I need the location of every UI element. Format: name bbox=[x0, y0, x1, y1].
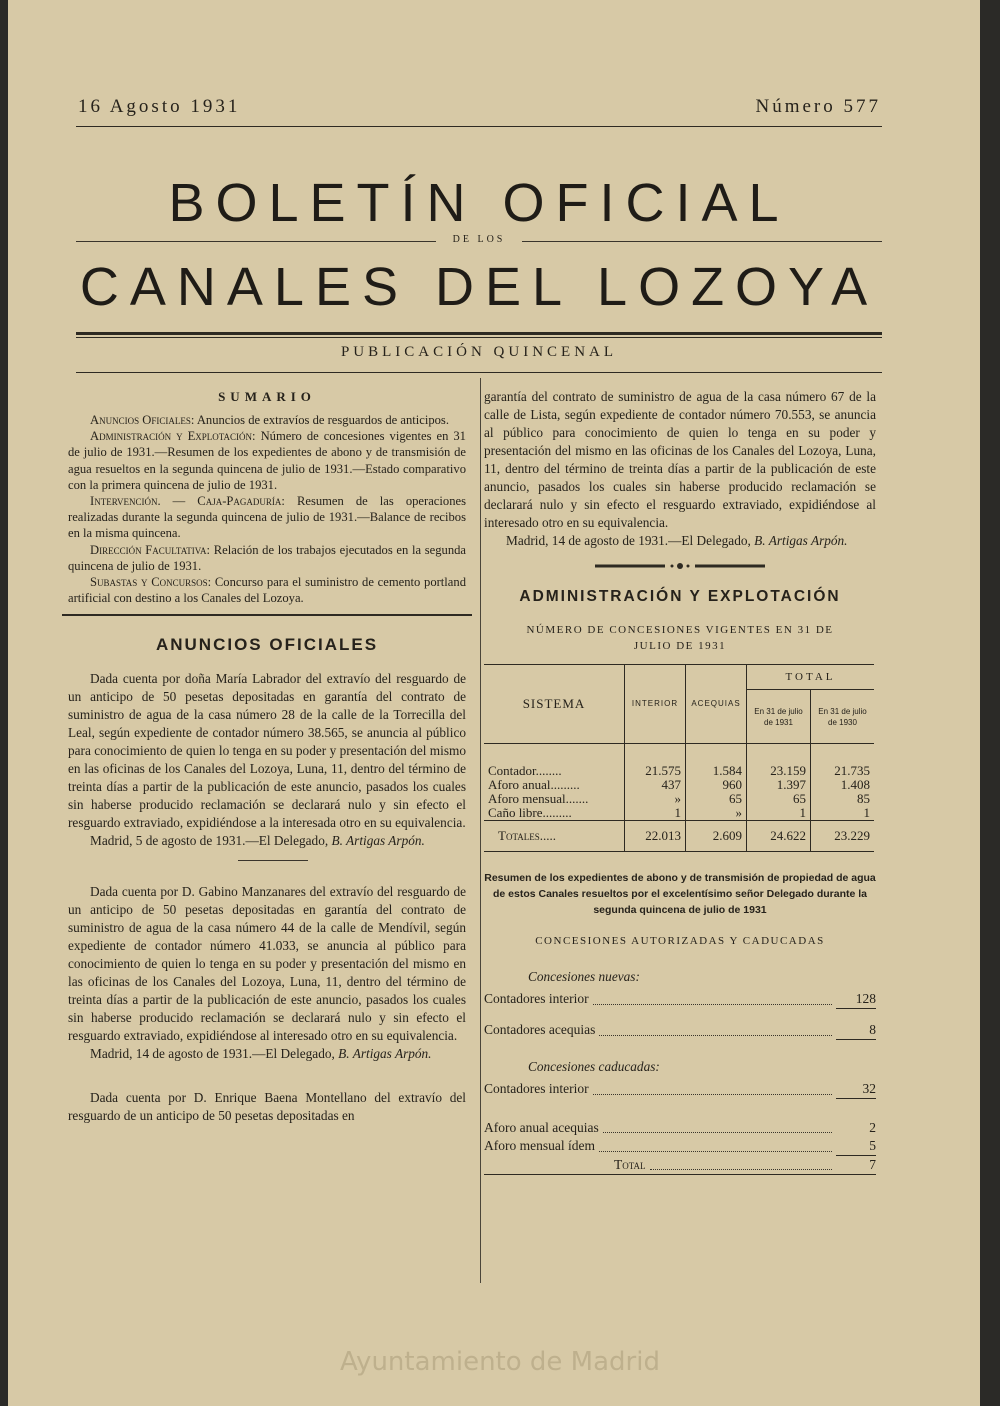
table-row: Contador........ 21.575 1.584 23.159 21.735 bbox=[484, 764, 874, 778]
sumario-rule bbox=[62, 614, 472, 616]
table-row: Aforo mensual....... » 65 65 85 bbox=[484, 792, 874, 806]
sumario-item: Administración y Explotación: Número de concesiones vigentes en 31 de julio de 1931.—Resumen de los expedientes de abono y de transmisión de agua resueltos en la segunda quincena de julio de 1931.—Estado comparativo con la primera quincena de julio de 1931. bbox=[68, 429, 466, 492]
concesion-row: Contadores interior 32 bbox=[484, 1080, 876, 1099]
anuncio-paragraph-cont: garantía del contrato de suministro de agua de la casa número 67 de la calle de Lista, según expediente de contador número 70.553, se anuncia al público para conocimiento de quien lo tenga en su poder y presentación del mismo en las oficinas de los Canales del Lozoya, Luna, 11, dentro del término de treinta días a partir de la publicación de este anuncio, pasados los cuales sin haberse producido reclamación se declarará nulo y sin efecto el resguardo extraviado, expidiéndose al interesado otro en su equivalencia. bbox=[484, 389, 876, 530]
anuncio-signature: Madrid, 5 de agosto de 1931.—El Delegado, B. Artigas Arpón. bbox=[90, 833, 425, 849]
concesion-row: Contadores acequias 8 bbox=[484, 1021, 876, 1040]
sumario-item: Subastas y Concursos: Concurso para el suministro de cemento portland artificial con destino a los Canales del Lozoya. bbox=[68, 575, 466, 606]
concesion-row: Aforo anual acequias 2 bbox=[484, 1120, 876, 1135]
right-column bbox=[484, 388, 876, 1175]
col-header-1931: En 31 de julio de 1931 bbox=[747, 690, 811, 744]
publication-subtitle: PUBLICACIÓN QUINCENAL bbox=[340, 344, 618, 360]
separator-rule bbox=[238, 860, 308, 861]
newspaper-page bbox=[8, 0, 980, 1406]
col-header-1930: En 31 de julio de 1930 bbox=[818, 706, 867, 727]
title-line-2: CANALES DEL LOZOYA bbox=[79, 257, 879, 317]
sumario-item: Dirección Facultativa: Relación de los trabajos ejecutados en la segunda quincena de julio de 1931. bbox=[68, 542, 466, 573]
anuncio-signature: Madrid, 14 de agosto de 1931.—El Delegado, B. Artigas Arpón. bbox=[506, 533, 848, 548]
concesion-row: Aforo mensual ídem 5 bbox=[484, 1137, 876, 1156]
anuncio-paragraph: Dada cuenta por D. Gabino Manzanares del extravío del resguardo de un anticipo de 50 pesetas depositadas en garantía del contrato de suministro de agua de la casa número 44 de la calle de Mendívil, según expediente de contador número 41.033, se anuncia al público para conocimiento de quien lo tenga en su poder y presentación del mismo en las oficinas de los Canales del Lozoya, Luna, 11, dentro del término de treinta días a partir de la publicación de este anuncio, pasados los cuales sin haberse producido reclamación se declarará nulo y sin efecto el resguardo extraviado, expidiéndose al interesado otro en su equivalencia. bbox=[68, 884, 466, 1044]
issue-header bbox=[78, 96, 881, 118]
header-rule bbox=[76, 126, 882, 127]
totals-row: Totales..... 22.013 2.609 24.622 23.229 bbox=[484, 821, 874, 852]
issue-date: 16 Agosto 1931 bbox=[78, 96, 241, 117]
table-caption: NÚMERO DE CONCESIONES VIGENTES EN 31 DE JULIO DE 1931 bbox=[526, 624, 834, 652]
col-header-acequias: ACEQUIAS bbox=[686, 665, 747, 744]
table-row: Aforo anual......... 437 960 1.397 1.408 bbox=[484, 778, 874, 792]
subtitle-rule bbox=[76, 372, 882, 373]
de-los-divider bbox=[76, 234, 882, 248]
sumario-title: SUMARIO bbox=[218, 389, 316, 404]
anuncio-paragraph: Dada cuenta por D. Enrique Baena Montellano del extravío del resguardo de un anticipo de 50 pesetas depositadas en bbox=[68, 1090, 466, 1124]
col-header-total: TOTAL bbox=[747, 665, 875, 690]
watermark-footer: Ayuntamiento de Madrid bbox=[340, 1347, 660, 1377]
concesiones-table bbox=[484, 664, 874, 852]
anuncio-paragraph: Dada cuenta por doña María Labrador del extravío del resguardo de un anticipo de 50 pesetas depositadas en garantía del contrato de suministro de agua de la casa número 28 de la calle de la Torrecilla del Leal, según expediente de contador número 38.565, se anuncia al público para conocimiento de quien lo tenga en su poder y presentación del mismo en las oficinas de los Canales del Lozoya, Luna, 11, dentro del término de treinta días a partir de la publicación de este anuncio, pasados los cuales sin haberse producido reclamación se declarará nulo y sin efecto el resguardo extraviado, expidiéndose a la interesada otro en su equivalencia. bbox=[68, 671, 466, 831]
col-header-interior: INTERIOR bbox=[625, 665, 686, 744]
title-rule-thick bbox=[76, 332, 882, 335]
nuevas-label: Concesiones nuevas: bbox=[528, 969, 640, 984]
sumario-item: Anuncios Oficiales: Anuncios de extravíos de resguardos de anticipos. bbox=[90, 413, 449, 427]
ornament-icon bbox=[595, 561, 765, 571]
de-los-text: DE LOS bbox=[452, 234, 506, 245]
administracion-title: ADMINISTRACIÓN Y EXPLOTACIÓN bbox=[519, 588, 841, 605]
concesiones-title: CONCESIONES AUTORIZADAS Y CADUCADAS bbox=[535, 935, 825, 947]
caducadas-label: Concesiones caducadas: bbox=[528, 1059, 660, 1074]
resumen-title: Resumen de los expedientes de abono y de transmisión de propiedad de agua de estos Canales resueltos por el excelentísimo señor Delegado durante la segunda quincena de julio de 1931 bbox=[484, 872, 876, 916]
column-divider bbox=[480, 378, 481, 1283]
anuncio-signature: Madrid, 14 de agosto de 1931.—El Delegado, B. Artigas Arpón. bbox=[90, 1046, 432, 1062]
issue-number: Número 577 bbox=[755, 96, 881, 117]
title-line-1: BOLETÍN OFICIAL bbox=[168, 173, 790, 233]
total-row: Total 7 bbox=[484, 1156, 876, 1175]
title-rule-thin bbox=[76, 337, 882, 338]
ornament-divider bbox=[484, 558, 876, 576]
concesion-row: Contadores interior 128 bbox=[484, 990, 876, 1009]
col-header-sistema: SISTEMA bbox=[484, 665, 625, 744]
sumario-list bbox=[68, 412, 466, 606]
sumario-item: Intervención. — Caja-Pagaduría: Resumen de las operaciones realizadas durante la segunda quincena de julio de 1931.—Balance de recibos en la misma quincena. bbox=[68, 494, 466, 541]
table-row: Caño libre......... 1 » 1 1 bbox=[484, 806, 874, 821]
anuncios-title: ANUNCIOS OFICIALES bbox=[155, 635, 379, 655]
left-column bbox=[68, 388, 466, 1125]
